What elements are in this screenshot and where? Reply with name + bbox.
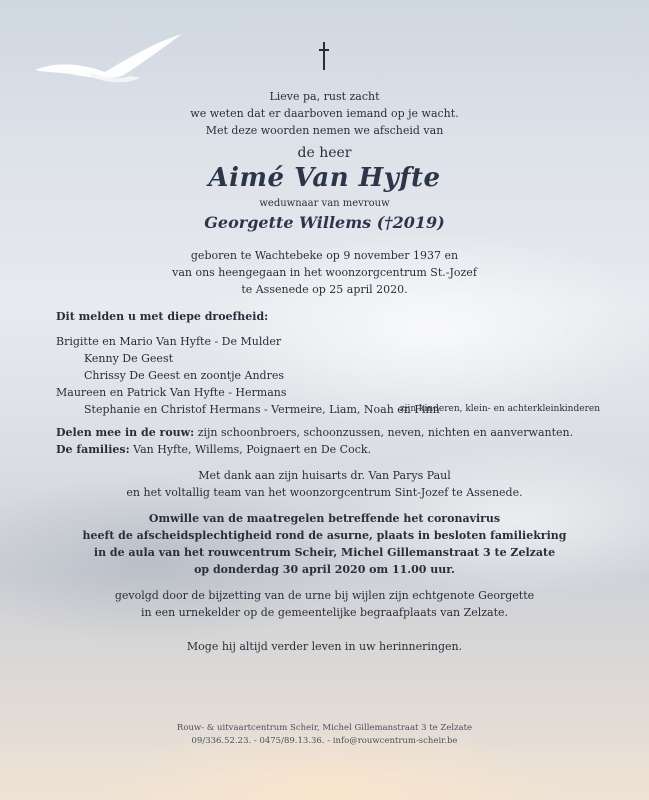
ceremony-line-3: in de aula van het rouwcentrum Scheir, Michel Gillemanstraat 3 te Zelzate — [93, 546, 556, 559]
family-member: Kenny De Geest — [84, 352, 174, 365]
intro-line-3: Met deze woorden nemen we afscheid van — [205, 124, 444, 137]
deceased-name: Aimé Van Hyfte — [208, 163, 441, 193]
ceremony-line-4: op donderdag 30 april 2020 om 11.00 uur. — [194, 563, 455, 576]
spouse-name: Georgette Willems (†2019) — [204, 213, 445, 232]
families-label: De families: — [56, 443, 130, 456]
family-member: Brigitte en Mario Van Hyfte - De Mulder — [56, 335, 282, 348]
relation-line: weduwnaar van mevrouw — [259, 198, 390, 209]
mourning-line-1 — [56, 424, 573, 441]
cross-icon — [318, 42, 330, 70]
title-honorific: de heer — [297, 145, 352, 161]
family-member: Chrissy De Geest en zoontje Andres — [84, 369, 285, 382]
footer-address: Rouw- & uitvaartcentrum Scheir, Michel Gillemanstraat 3 te Zelzate — [176, 723, 473, 733]
burial-line-1: gevolgd door de bijzetting van de urne bij wijlen zijn echtgenote Georgette — [114, 589, 535, 602]
mourning-line-2 — [56, 441, 371, 458]
burial-line-2: in een urnekelder op de gemeentelijke begraafplaats van Zelzate. — [140, 606, 509, 619]
thanks-line-1: Met dank aan zijn huisarts dr. Van Parys Paul — [198, 469, 451, 482]
ceremony-line-2: heeft de afscheidsplechtigheid rond de asurne, plaats in besloten familiekring — [82, 529, 567, 542]
life-line-2: van ons heengegaan in het woonzorgcentrum St.-Jozef — [172, 266, 477, 279]
footer-contact: 09/336.52.23. - 0475/89.13.36. - info@rouwcentrum-scheir.be — [191, 736, 458, 746]
thanks-line-2: en het voltallig team van het woonzorgcentrum Sint-Jozef te Assenede. — [126, 486, 523, 499]
life-line-1: geboren te Wachtebeke op 9 november 1937 en — [190, 249, 459, 262]
family-member: Maureen en Patrick Van Hyfte - Hermans — [56, 386, 287, 399]
closing-line: Moge hij altijd verder leven in uw herinneringen. — [186, 640, 463, 653]
intro-line-2: we weten dat er daarboven iemand op je wacht. — [190, 107, 459, 120]
family-relation-note: zijn kinderen, klein- en achterkleinkinderen — [399, 404, 600, 414]
announcement: Dit melden u met diepe droefheid: — [56, 310, 269, 323]
intro-line-1: Lieve pa, rust zacht — [269, 90, 380, 103]
families-text: Van Hyfte, Willems, Poignaert en De Cock. — [129, 443, 372, 456]
life-line-3: te Assenede op 25 april 2020. — [241, 283, 408, 296]
mourning-text: zijn schoonbroers, schoonzussen, neven, nichten en aanverwanten. — [194, 426, 574, 439]
mourning-label: Delen mee in de rouw: — [56, 426, 195, 439]
ceremony-line-1: Omwille van de maatregelen betreffende het coronavirus — [148, 512, 501, 525]
family-member: Stephanie en Christof Hermans - Vermeire, Liam, Noah en Finn — [84, 403, 440, 416]
